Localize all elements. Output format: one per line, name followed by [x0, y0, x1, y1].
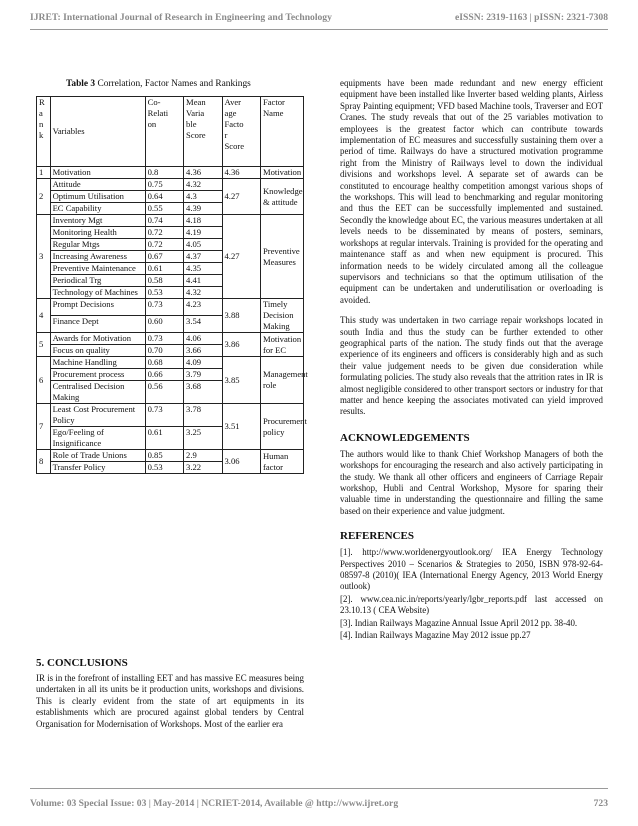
col-correlation: Co- Relati on: [145, 97, 183, 167]
correlation-cell: 0.66: [145, 369, 183, 381]
reference-item: [4]. Indian Railways Magazine May 2012 issue pp.27: [340, 630, 531, 641]
mean-cell: 4.39: [184, 203, 222, 215]
correlation-cell: 0.72: [145, 239, 183, 251]
ack-text: The authors would like to thank Chief Workshop Managers of both the workshops for encouraging the research and also actively participating in the study. We thank all other officers and engineers of Carriage Repair workshop, Hubli and Central Workshop, Mysore for sparing their valuable time in understanding the questionnaire and filling the same based on their experience and value judgment.: [340, 448, 603, 516]
variable-cell: Attitude: [50, 179, 145, 191]
rank-cell: 3: [37, 215, 51, 299]
mean-cell: 3.66: [184, 345, 222, 357]
variable-cell: Preventive Maintenance: [50, 263, 145, 275]
average-cell: 3.85: [222, 357, 260, 404]
variable-cell: Monitoring Health: [50, 227, 145, 239]
mean-cell: 3.68: [184, 381, 222, 404]
table-row: [37, 299, 304, 316]
variable-cell: Periodical Trg: [50, 275, 145, 287]
mean-cell: 4.35: [184, 263, 222, 275]
reference-item: [1]. http://www.worldenergyoutlook.org/ IEA Energy Technology Perspectives 2010 – Scenarios & Strategies to 2050, ISBN 978-92-64-08597-8 (2010)( IEA (International Energy Agency, 2013 World Energy outlook): [340, 547, 603, 592]
variable-cell: Regular Mtgs: [50, 239, 145, 251]
factor-cell: Management role: [260, 357, 303, 404]
mean-cell: 4.18: [184, 215, 222, 227]
variable-cell: Transfer Policy: [50, 462, 145, 474]
rank-cell: 4: [37, 299, 51, 333]
average-cell: 4.36: [222, 167, 260, 179]
page-footer: [30, 798, 608, 809]
mean-cell: 2.9: [184, 450, 222, 462]
variable-cell: Finance Dept: [50, 316, 145, 333]
correlation-cell: 0.74: [145, 215, 183, 227]
references-heading: REFERENCES: [340, 530, 414, 543]
correlation-cell: 0.61: [145, 263, 183, 275]
table-caption-text: Correlation, Factor Names and Rankings: [95, 79, 251, 89]
rank-cell: 1: [37, 167, 51, 179]
correlation-cell: 0.70: [145, 345, 183, 357]
conclusions-heading: 5. CONCLUSIONS: [36, 657, 128, 669]
table-row: [37, 333, 304, 345]
correlation-cell: 0.75: [145, 179, 183, 191]
table-body: [37, 167, 308, 474]
references-list: [340, 547, 603, 641]
variable-cell: Motivation: [50, 167, 145, 179]
average-cell: 3.51: [222, 404, 260, 450]
paragraph-1: equipments have been made redundant and new energy efficient equipment have been installed like Inverter based welding plants, Airless Spray Painting equipment; VFD based Machine tools, Traverser and EOT Cranes. The study reveals that out of the 25 variables motivation to employees is the greatest factor which can contribute towards implementation of EC measures and successfully sustaining them over a period of time. Railways do have a structured motivation programme right from the Ministry of Railways level to down the individual divisions and workshops level. A separate set of awards can be constituted to encourage healthy competition amongst various shops of the workshops. This will lead to benchmarking and regular monitoring and thus the EET can be successfully implemented and sustained. Secondly the knowledge about EC, the various measures undertaken at all levels needs to be disseminated by means of posters, seminars, workshops at regular intervals. Training is provided for the operating and maintenance staff as and when new equipment is procured. This information needs to be widely circulated among all the colleague supervisors and technicians so that the optimum utilisation of the equipment can be undertaken and underutilisation or overloading is avoided.: [340, 78, 603, 305]
ack-heading: ACKNOWLEDGEMENTS: [340, 431, 470, 444]
mean-cell: 3.79: [184, 369, 222, 381]
rank-cell: 5: [37, 333, 51, 357]
factor-cell: Preventive Measures: [260, 215, 303, 299]
average-cell: 3.86: [222, 333, 260, 357]
rank-cell: 7: [37, 404, 51, 450]
correlation-cell: 0.73: [145, 404, 183, 427]
col-mean: Mean Varia ble Score: [184, 97, 222, 167]
correlation-cell: 0.85: [145, 450, 183, 462]
table-row: [37, 167, 304, 179]
col-rank: R a n k: [37, 97, 51, 167]
correlation-cell: 0.56: [145, 381, 183, 404]
col-average: Aver age Facto r Score: [222, 97, 260, 167]
mean-cell: 4.41: [184, 275, 222, 287]
mean-cell: 4.05: [184, 239, 222, 251]
variable-cell: EC Capability: [50, 203, 145, 215]
factor-cell: Timely Decision Making: [260, 299, 303, 333]
correlation-cell: 0.73: [145, 299, 183, 316]
mean-cell: 4.3: [184, 191, 222, 203]
variable-cell: Role of Trade Unions: [50, 450, 145, 462]
variable-cell: Inventory Mgt: [50, 215, 145, 227]
conclusions-text: IR is in the forefront of installing EET and has massive EC measures being undertaken in all its units be it production units, workshops and divisions. This is clearly evident from the state of art equipments in its establishments which are procured against global tenders by Central Organisation for Modernisation of Workshops. Most of the earlier era: [36, 673, 304, 729]
mean-cell: 3.25: [184, 427, 222, 450]
factor-cell: Procurement policy: [260, 404, 303, 450]
factor-cell: Knowledge & attitude: [260, 179, 303, 215]
mean-cell: 3.78: [184, 404, 222, 427]
reference-item: [2]. www.cea.nic.in/reports/yearly/lgbr_reports.pdf last accessed on 23.10.13 ( CEA Website): [340, 593, 603, 616]
correlation-cell: 0.58: [145, 275, 183, 287]
average-cell: 3.06: [222, 450, 260, 474]
header-rule: [30, 29, 608, 30]
average-cell: 3.88: [222, 299, 260, 333]
correlation-cell: 0.72: [145, 227, 183, 239]
variable-cell: Ego/Feeling of Insignificance: [50, 427, 145, 450]
footer-rule: [30, 788, 608, 789]
rank-cell: 8: [37, 450, 51, 474]
mean-cell: 4.06: [184, 333, 222, 345]
page-header: [30, 12, 608, 23]
rank-cell: 2: [37, 179, 51, 215]
average-cell: 4.27: [222, 215, 260, 299]
table-caption: [66, 79, 251, 89]
variable-cell: Focus on quality: [50, 345, 145, 357]
table-row: [37, 215, 304, 227]
right-column: [340, 78, 603, 642]
correlation-cell: 0.53: [145, 287, 183, 299]
table-row: [37, 450, 304, 462]
correlation-cell: 0.67: [145, 251, 183, 263]
mean-cell: 4.32: [184, 179, 222, 191]
variable-cell: Prompt Decisions: [50, 299, 145, 316]
rank-cell: 6: [37, 357, 51, 404]
correlation-cell: 0.61: [145, 427, 183, 450]
correlation-cell: 0.55: [145, 203, 183, 215]
mean-cell: 4.32: [184, 287, 222, 299]
issn: eISSN: 2319-1163 | pISSN: 2321-7308: [455, 12, 608, 23]
volume-info: Volume: 03 Special Issue: 03 | May-2014 | NCRIET-2014, Available @ http://www.ijret.org: [30, 798, 399, 809]
table-row: [37, 357, 304, 369]
mean-cell: 3.22: [184, 462, 222, 474]
journal-name: IJRET: International Journal of Research in Engineering and Technology: [30, 12, 332, 23]
page-number: 723: [593, 798, 608, 809]
variable-cell: Increasing Awareness: [50, 251, 145, 263]
correlation-cell: 0.73: [145, 333, 183, 345]
mean-cell: 4.09: [184, 357, 222, 369]
conclusions-section: [36, 657, 304, 730]
correlation-cell: 0.8: [145, 167, 183, 179]
variable-cell: Machine Handling: [50, 357, 145, 369]
factor-cell: Motivation for EC: [260, 333, 303, 357]
table-row: [37, 179, 304, 191]
correlation-cell: 0.53: [145, 462, 183, 474]
correlation-cell: 0.64: [145, 191, 183, 203]
results-table: [36, 96, 308, 474]
average-cell: 4.27: [222, 179, 260, 215]
mean-cell: 3.54: [184, 316, 222, 333]
table-caption-label: Table 3: [66, 79, 96, 89]
table-row: [37, 404, 304, 427]
col-factor: Factor Name: [260, 97, 303, 167]
variable-cell: Technology of Machines: [50, 287, 145, 299]
mean-cell: 4.19: [184, 227, 222, 239]
col-variables: Variables: [50, 97, 145, 167]
correlation-cell: 0.68: [145, 357, 183, 369]
mean-cell: 4.36: [184, 167, 222, 179]
factor-cell: Human factor: [260, 450, 303, 474]
factor-cell: Motivation: [260, 167, 303, 179]
variable-cell: Least Cost Procurement Policy: [50, 404, 145, 427]
reference-item: [3]. Indian Railways Magazine Annual Issue April 2012 pp. 38-40.: [340, 617, 578, 628]
correlation-cell: 0.60: [145, 316, 183, 333]
variable-cell: Centralised Decision Making: [50, 381, 145, 404]
paragraph-2: This study was undertaken in two carriage repair workshops located in south India and thus the study can be further extended to other geographical parts of the nation. The study finds out that the average experience of its engineers and officers is considerably high and as such their value judgement needs to be given due consideration while formulating policies. The study also reveals that the attrition rates in IR is almost negligible considered to other transport sectors or industry for that matter and hence keeping the associates motivated can yield improved results.: [340, 315, 603, 417]
variable-cell: Procurement process: [50, 369, 145, 381]
mean-cell: 4.23: [184, 299, 222, 316]
variable-cell: Awards for Motivation: [50, 333, 145, 345]
mean-cell: 4.37: [184, 251, 222, 263]
variable-cell: Optimum Utilisation: [50, 191, 145, 203]
